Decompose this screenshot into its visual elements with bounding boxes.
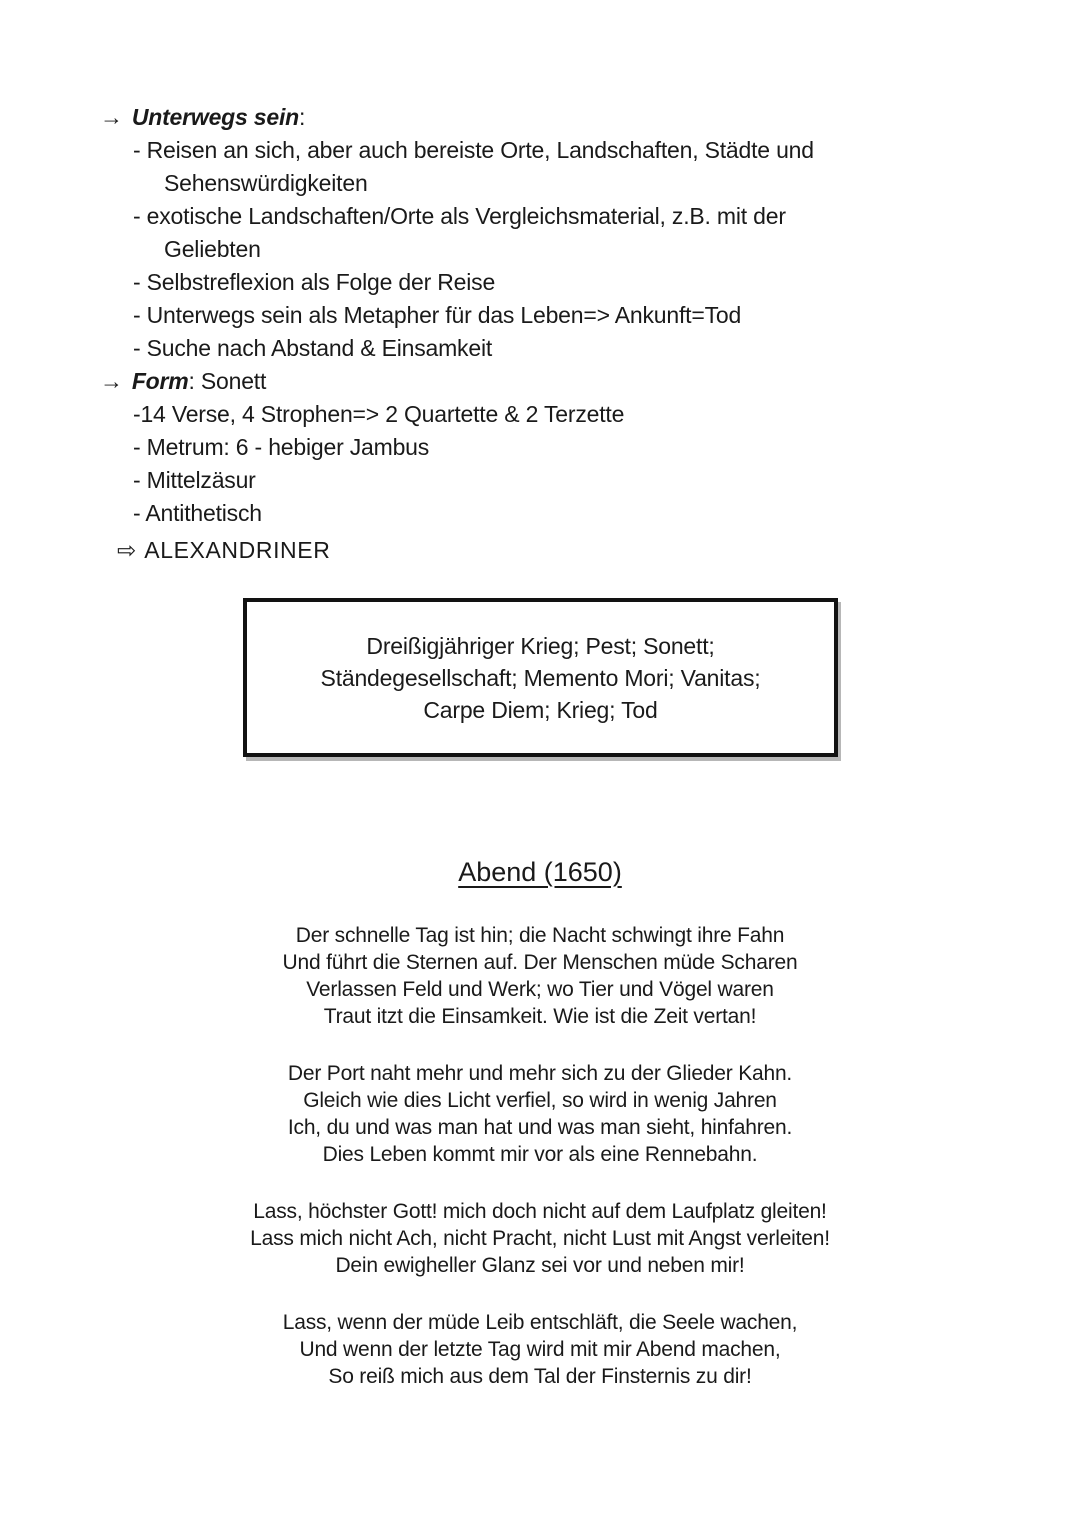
section-title-suffix: : Sonett — [188, 368, 267, 394]
poem-line: Gleich wie dies Licht verfiel, so wird in wenig Jahren — [303, 1089, 777, 1112]
section-title-suffix: : — [299, 104, 306, 130]
poem-line: So reiß mich aus dem Tal der Finsternis zu dir! — [328, 1365, 752, 1388]
arrow-right-icon: → — [100, 104, 123, 130]
conclusion-text: ALEXANDRINER — [144, 537, 331, 563]
poem-stanza-4 — [0, 1309, 1080, 1390]
conclusion-alexandriner — [100, 534, 1000, 567]
poem-line: Und führt die Sternen auf. Der Menschen müde Scharen — [282, 951, 798, 974]
keyword-box — [243, 598, 838, 757]
note-item-reisen: - Reisen an sich, aber auch bereiste Orte, Landschaften, Städte und — [133, 137, 814, 163]
note-item-mittelzaesur: - Mittelzäsur — [133, 467, 256, 493]
poem-line: Verlassen Feld und Werk; wo Tier und Vögel waren — [306, 978, 774, 1001]
poem-stanza-3 — [0, 1198, 1080, 1279]
section-heading-form — [100, 365, 1000, 398]
note-item-antithetisch: - Antithetisch — [133, 500, 262, 526]
note-item-exotisch-wrap: Geliebten — [164, 236, 261, 262]
arrow-right-icon: → — [100, 368, 123, 394]
notes-list — [100, 101, 1000, 567]
poem-line: Lass, höchster Gott! mich doch nicht auf dem Laufplatz gleiten! — [253, 1200, 827, 1223]
poem-line: Der schnelle Tag ist hin; die Nacht schwingt ihre Fahn — [295, 924, 785, 947]
note-item-exotisch: - exotische Landschaften/Orte als Vergleichsmaterial, z.B. mit der — [133, 203, 786, 229]
arrow-white-right-icon: ⇨ — [117, 537, 137, 563]
keyword-line: Carpe Diem; Krieg; Tod — [423, 696, 658, 723]
note-item-selbstreflexion: - Selbstreflexion als Folge der Reise — [133, 269, 496, 295]
section-heading-unterwegs — [100, 101, 1000, 134]
poem-line: Und wenn der letzte Tag wird mit mir Abend machen, — [299, 1338, 781, 1361]
poem-line: Traut itzt die Einsamkeit. Wie ist die Zeit vertan! — [323, 1005, 757, 1028]
poem — [0, 922, 1080, 1390]
poem-line: Der Port naht mehr und mehr sich zu der Glieder Kahn. — [287, 1062, 793, 1085]
poem-title-text: Abend (1650) — [458, 857, 622, 887]
keyword-line: Dreißigjähriger Krieg; Pest; Sonett; — [366, 632, 715, 659]
section-title-unterwegs: Unterwegs sein — [131, 104, 300, 130]
poem-line: Dies Leben kommt mir vor als eine Rennebahn. — [322, 1143, 758, 1166]
note-item-abstand: - Suche nach Abstand & Einsamkeit — [133, 335, 493, 361]
note-item-metrum: - Metrum: 6 - hebiger Jambus — [133, 434, 430, 460]
poem-line: Lass, wenn der müde Leib entschläft, die Seele wachen, — [282, 1311, 798, 1334]
poem-stanza-2 — [0, 1060, 1080, 1168]
keyword-line: Ständegesellschaft; Memento Mori; Vanitas; — [320, 664, 761, 691]
poem-line: Dein ewigheller Glanz sei vor und neben mir! — [335, 1254, 745, 1277]
poem-line: Lass mich nicht Ach, nicht Pracht, nicht Lust mit Angst verleiten! — [250, 1227, 830, 1250]
note-item-metapher: - Unterwegs sein als Metapher für das Leben=> Ankunft=Tod — [133, 302, 742, 328]
poem-stanza-1 — [0, 922, 1080, 1030]
poem-line: Ich, du und was man hat und was man sieht, hinfahren. — [287, 1116, 793, 1139]
poem-title — [0, 857, 1080, 888]
note-item-verse: -14 Verse, 4 Strophen=> 2 Quartette & 2 Terzette — [133, 401, 625, 427]
note-item-reisen-wrap: Sehenswürdigkeiten — [164, 170, 368, 196]
section-title-form: Form — [131, 368, 189, 394]
